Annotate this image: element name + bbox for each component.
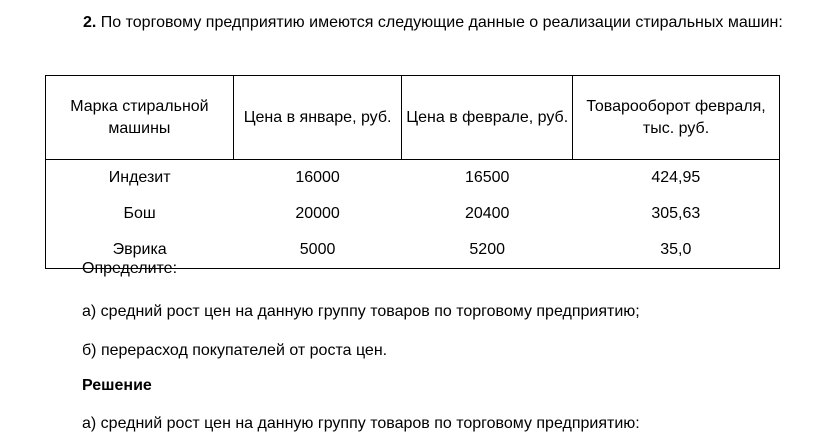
header-brand: Марка стиральной машины — [46, 76, 234, 160]
cell-price-january: 16000 — [295, 169, 340, 186]
cell-turnover: 305,63 — [651, 205, 701, 222]
header-turnover-february: Товарооборот февраля, тыс. руб. — [573, 76, 780, 160]
item-a: а) средний рост цен на данную группу товаров по торговому предприятию; — [82, 303, 640, 320]
cell-price-january: 5000 — [299, 241, 336, 258]
cell-brand: Эврика — [112, 241, 167, 258]
solution-heading: Решение — [82, 377, 152, 394]
cell-price-february: 20400 — [464, 205, 510, 222]
task-text: По торговому предприятию имеются следующие данные о реализации стиральных машин: — [96, 14, 783, 31]
table-row — [46, 160, 780, 197]
solution-a: а) средний рост цен на данную группу товаров по торговому предприятию: — [82, 415, 640, 432]
cell-price-february: 16500 — [464, 169, 510, 186]
task-number: 2. — [83, 14, 97, 31]
header-price-february: Цена в феврале, руб. — [402, 76, 573, 160]
determine-label: Определите: — [82, 260, 178, 277]
cell-turnover: 35,0 — [660, 241, 692, 258]
table-row — [46, 196, 780, 232]
sales-table — [45, 75, 780, 269]
header-price-january: Цена в январе, руб. — [233, 76, 402, 160]
cell-brand: Индезит — [108, 169, 171, 186]
cell-price-january: 20000 — [295, 205, 340, 222]
cell-brand: Бош — [123, 205, 156, 222]
cell-turnover: 424,95 — [651, 169, 701, 186]
table-header-row — [46, 76, 780, 160]
cell-price-february: 5200 — [469, 241, 505, 258]
task-statement — [20, 10, 800, 36]
item-b: б) перерасход покупателей от роста цен. — [82, 342, 388, 359]
